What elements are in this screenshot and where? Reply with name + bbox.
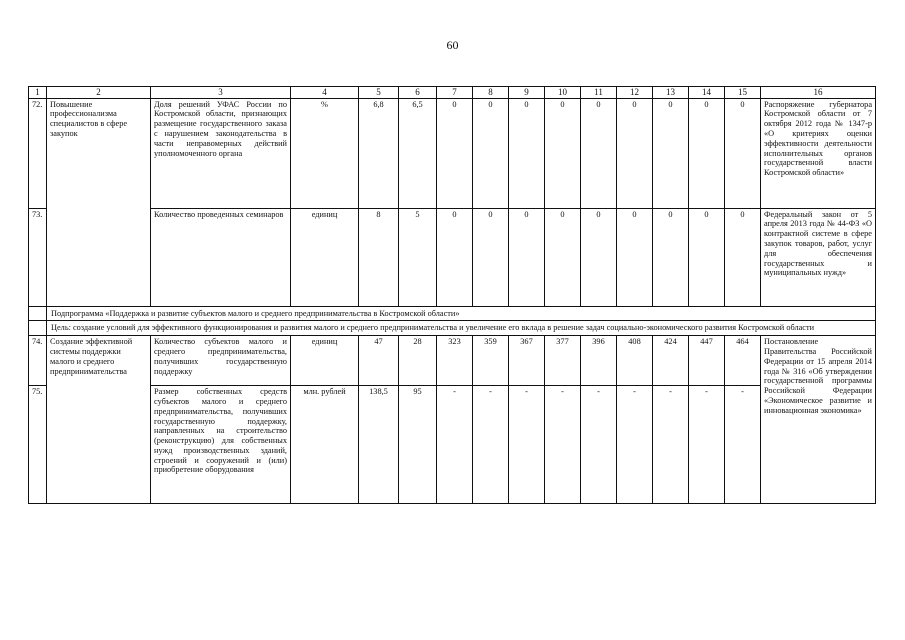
col-header: 9 <box>509 87 545 99</box>
value-cell: 464 <box>725 336 761 386</box>
task-cell: Повышение профессионализма специалистов в сфере закупок <box>47 98 151 306</box>
value-cell: - <box>617 386 653 504</box>
subprogram-row <box>29 306 876 321</box>
value-cell: 0 <box>725 208 761 306</box>
value-cell: 0 <box>437 208 473 306</box>
row-number: 72. <box>29 98 47 208</box>
value-cell: - <box>581 386 617 504</box>
col-header: 15 <box>725 87 761 99</box>
value-cell: - <box>473 386 509 504</box>
value-cell: 0 <box>545 98 581 208</box>
col-header: 10 <box>545 87 581 99</box>
value-cell: 323 <box>437 336 473 386</box>
table-row <box>29 208 876 306</box>
value-cell: 0 <box>725 98 761 208</box>
value-cell: 377 <box>545 336 581 386</box>
col-header: 7 <box>437 87 473 99</box>
table-row <box>29 98 876 208</box>
goal-row <box>29 321 876 336</box>
value-cell: 0 <box>437 98 473 208</box>
col-header: 11 <box>581 87 617 99</box>
value-cell: 6,5 <box>399 98 437 208</box>
value-cell: 8 <box>359 208 399 306</box>
basis-cell: Федеральный закон от 5 апреля 2013 года № 44-ФЗ «О контрактной системе в сфере закупок товаров, работ, услуг для обеспечения государственных и муниципальных нужд» <box>761 208 876 306</box>
task-cell: Создание эффективной системы поддержки малого и среднего предпринимательства <box>47 336 151 504</box>
unit-cell: единиц <box>291 336 359 386</box>
table-row <box>29 386 876 504</box>
value-cell: 0 <box>617 208 653 306</box>
value-cell: 0 <box>473 98 509 208</box>
value-cell: 396 <box>581 336 617 386</box>
value-cell: - <box>653 386 689 504</box>
row-number: 74. <box>29 336 47 386</box>
basis-cell: Распоряжение губернатора Костромской области от 7 октября 2012 года № 1347-р «О критериях оценки эффективности деятельности исполнительных органов государственной власти Костромской области» <box>761 98 876 208</box>
col-header: 16 <box>761 87 876 99</box>
value-cell: 0 <box>581 98 617 208</box>
value-cell: 138,5 <box>359 386 399 504</box>
value-cell: 0 <box>653 98 689 208</box>
row-number: 75. <box>29 386 47 504</box>
col-header: 4 <box>291 87 359 99</box>
value-cell: 0 <box>653 208 689 306</box>
value-cell: - <box>725 386 761 504</box>
subprogram-title: Подпрограмма «Поддержка и развитие субъектов малого и среднего предпринимательства в Костромской области» <box>47 306 876 321</box>
col-header: 2 <box>47 87 151 99</box>
value-cell: 447 <box>689 336 725 386</box>
col-header: 3 <box>151 87 291 99</box>
value-cell: 424 <box>653 336 689 386</box>
value-cell: - <box>509 386 545 504</box>
value-cell: 359 <box>473 336 509 386</box>
indicator-cell: Размер собственных средств субъектов малого и среднего предпринимательства, получивших государственную поддержку, направленных на строительство (реконструкцию) для собственных нужд производственных зданий, строений и сооружений и (или) приобретение оборудования <box>151 386 291 504</box>
value-cell: - <box>689 386 725 504</box>
value-cell: 47 <box>359 336 399 386</box>
value-cell: 6,8 <box>359 98 399 208</box>
unit-cell: млн. рублей <box>291 386 359 504</box>
unit-cell: единиц <box>291 208 359 306</box>
basis-cell: Постановление Правительства Российской Федерации от 15 апреля 2014 года № 316 «Об утверждении государственной программы Российской Федерации «Экономическое развитие и инновационная экономика» <box>761 336 876 504</box>
value-cell: 0 <box>581 208 617 306</box>
col-header: 5 <box>359 87 399 99</box>
col-header: 13 <box>653 87 689 99</box>
value-cell: 0 <box>545 208 581 306</box>
value-cell: 5 <box>399 208 437 306</box>
value-cell: 408 <box>617 336 653 386</box>
table-row <box>29 336 876 386</box>
value-cell: 28 <box>399 336 437 386</box>
value-cell: 0 <box>689 208 725 306</box>
page-number: 60 <box>446 38 459 52</box>
row-number: 73. <box>29 208 47 306</box>
indicator-cell: Количество субъектов малого и среднего предпринимательства, получивших государственную поддержку <box>151 336 291 386</box>
value-cell: 367 <box>509 336 545 386</box>
col-header: 12 <box>617 87 653 99</box>
col-header: 8 <box>473 87 509 99</box>
value-cell: 0 <box>509 98 545 208</box>
header-row <box>29 87 876 99</box>
col-header: 6 <box>399 87 437 99</box>
indicator-cell: Доля решений УФАС России по Костромской области, признающих размещение государственного заказа с нарушением законодательства в части неправомерных действий уполномоченного органа <box>151 98 291 208</box>
col-header: 14 <box>689 87 725 99</box>
value-cell: - <box>437 386 473 504</box>
value-cell: 0 <box>473 208 509 306</box>
value-cell: 0 <box>689 98 725 208</box>
indicator-cell: Количество проведенных семинаров <box>151 208 291 306</box>
unit-cell: % <box>291 98 359 208</box>
value-cell: 95 <box>399 386 437 504</box>
col-header: 1 <box>29 87 47 99</box>
value-cell: 0 <box>509 208 545 306</box>
value-cell: - <box>545 386 581 504</box>
goal-text: Цель: создание условий для эффективного функционирования и развития малого и среднего предпринимательства и увеличение его вклада в решение задач социально-экономического развития Костромской области <box>47 321 876 336</box>
indicators-table <box>28 86 876 504</box>
value-cell: 0 <box>617 98 653 208</box>
